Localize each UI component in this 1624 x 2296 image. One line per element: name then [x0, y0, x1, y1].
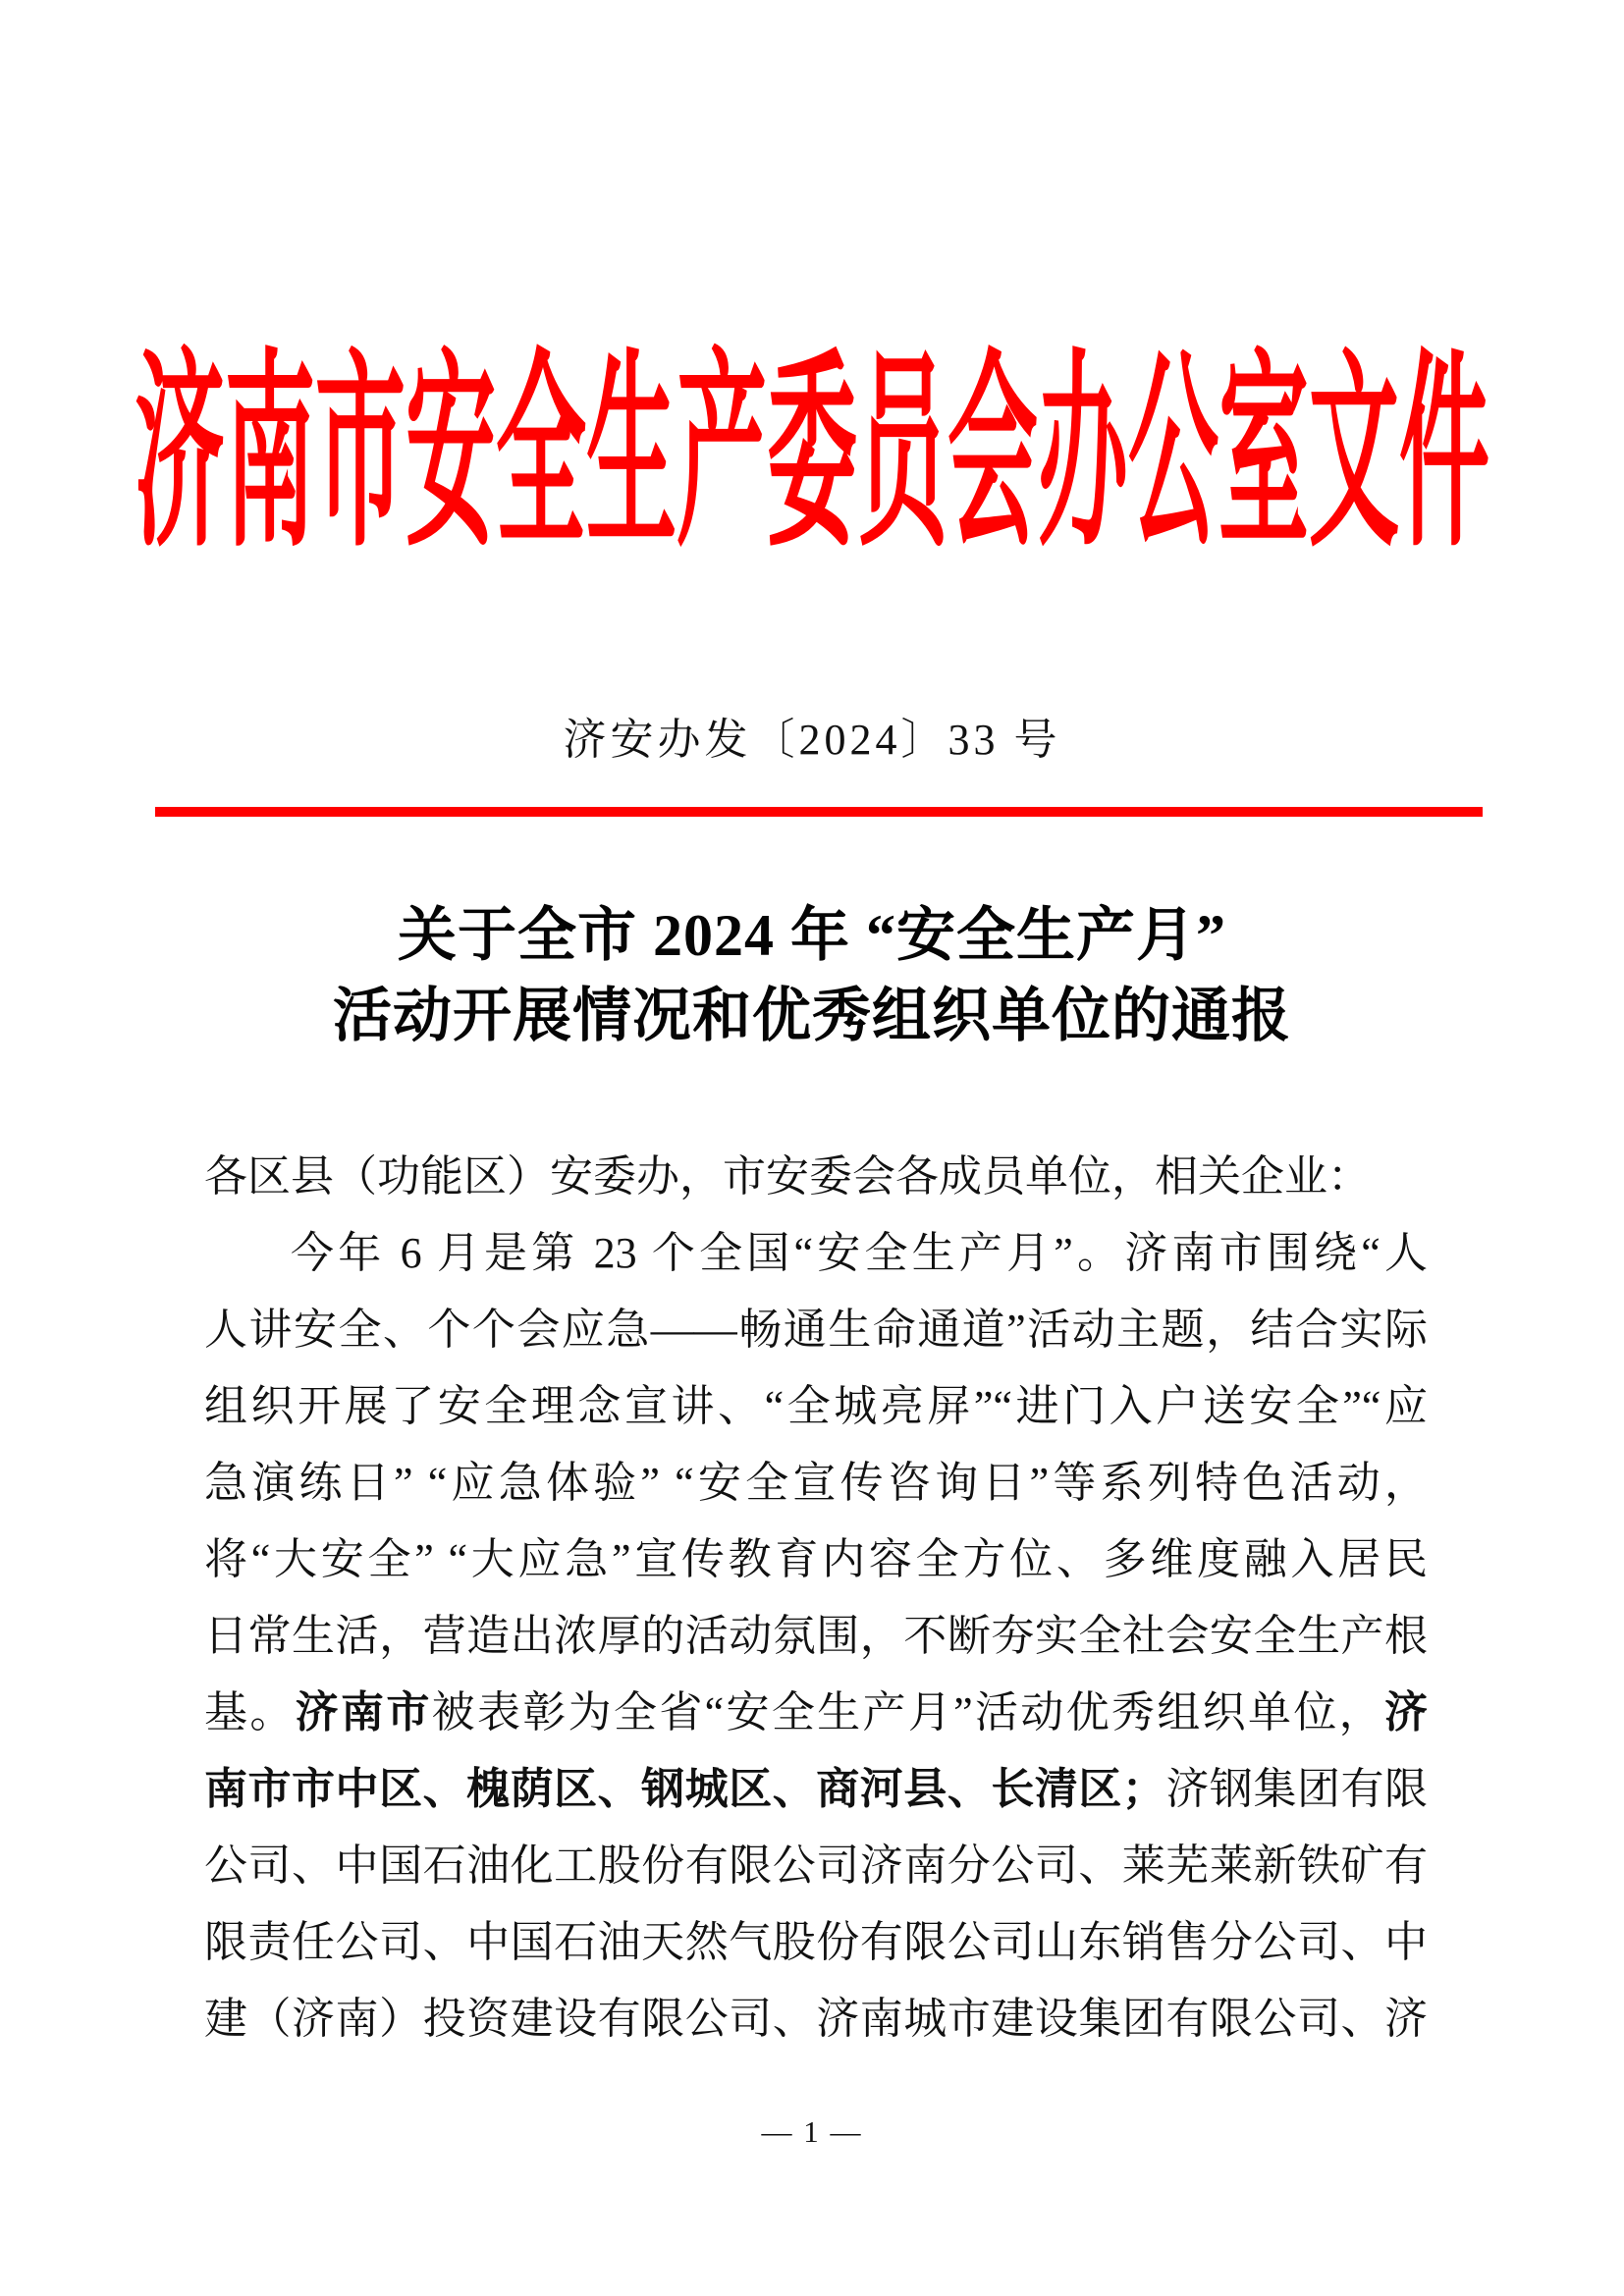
body-text-bold: 南市市中区、槐荫区、钢城区、商河县、长清区； — [204, 1765, 1165, 1813]
body-line — [204, 1445, 1428, 1522]
body-text: 限责任公司、中国石油天然气股份有限公司山东销售分公司、中 — [204, 1918, 1428, 1966]
body-text: 各区县（功能区）安委办，市安委会各成员单位，相关企业： — [204, 1152, 1371, 1201]
document-title — [200, 895, 1424, 1056]
body-text: 将“大安全” “大应急”宣传教育内容全方位、多维度融入居民 — [204, 1535, 1428, 1583]
agency-banner-title: 济南市安全生产委员会办公室文件 — [134, 338, 1489, 572]
body-line — [204, 1675, 1428, 1751]
body-text: 济钢集团有限 — [1164, 1765, 1429, 1813]
body-text: 日常生活，营造出浓厚的活动氛围，不断夯实全社会安全生产根 — [204, 1612, 1428, 1660]
body-text: 急演练日” “应急体验” “安全宣传咨询日”等系列特色活动， — [204, 1459, 1428, 1507]
body-line — [204, 1598, 1428, 1675]
body-line — [204, 1215, 1428, 1292]
body-text: 公司、中国石油化工股份有限公司济南分公司、莱芜莱新铁矿有 — [204, 1842, 1428, 1890]
document-title-line-2: 活动开展情况和优秀组织单位的通报 — [333, 984, 1291, 1048]
document-number: 济安办发〔2024〕33 号 — [563, 716, 1061, 764]
body-line — [204, 1904, 1428, 1981]
body-line — [204, 1981, 1428, 2057]
body-line — [204, 1292, 1428, 1368]
document-body — [204, 1139, 1428, 2057]
body-text-bold: 济 — [1384, 1688, 1429, 1736]
body-text: 今年 6 月是第 23 个全国“安全生产月”。济南市围绕“人 — [291, 1229, 1428, 1277]
body-line — [204, 1139, 1428, 1215]
page-number: — 1 — — [761, 2114, 863, 2149]
body-line — [204, 1522, 1428, 1598]
body-text: 建（济南）投资建设有限公司、济南城市建设集团有限公司、济 — [204, 1995, 1428, 2043]
body-text: 被表彰为全省“安全生产月”活动优秀组织单位， — [431, 1688, 1385, 1736]
body-text-bold: 济南市 — [295, 1688, 432, 1736]
body-line — [204, 1828, 1428, 1904]
red-divider-line — [155, 807, 1483, 817]
document-title-line-1: 关于全市 2024 年 “安全生产月” — [398, 903, 1226, 968]
body-text: 组织开展了安全理念宣讲、“全城亮屏”“进门入户送安全”“应 — [204, 1382, 1428, 1430]
body-text: 人讲安全、个个会应急——畅通生命通道”活动主题，结合实际 — [204, 1306, 1428, 1354]
body-line — [204, 1368, 1428, 1445]
body-line — [204, 1751, 1428, 1828]
body-text: 基。 — [204, 1688, 296, 1736]
